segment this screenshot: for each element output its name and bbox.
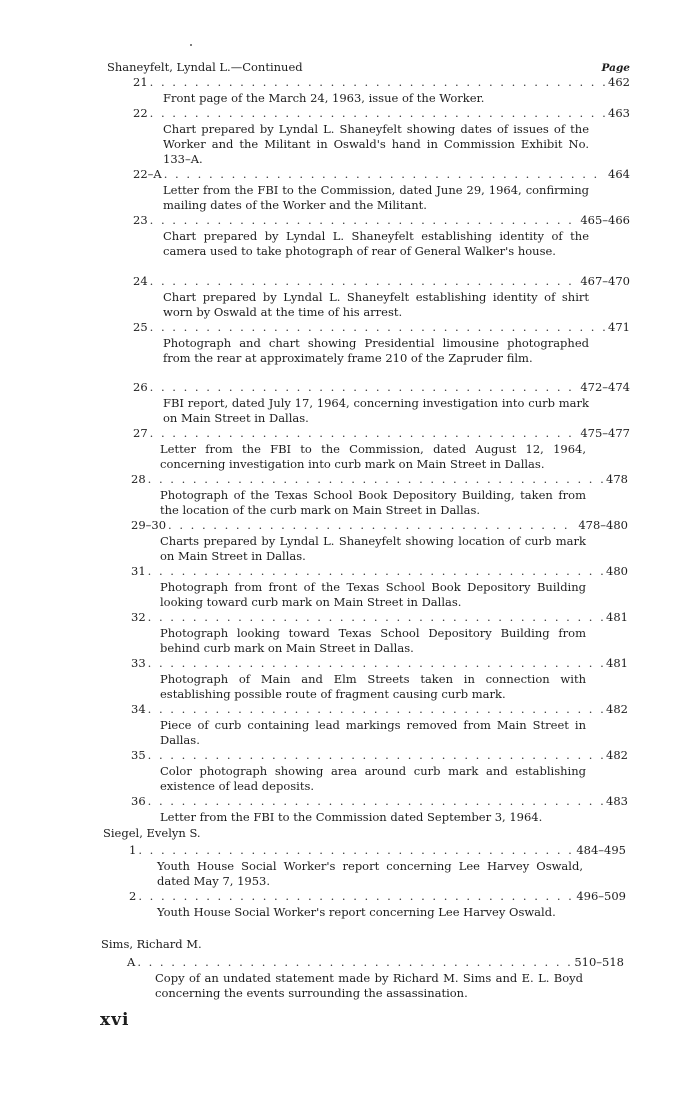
page-header: [107, 60, 630, 74]
exhibit-description: Charts prepared by Lyndal L. Shaneyfelt showing location of curb mark on Main Street in Dallas.: [160, 534, 586, 564]
exhibit-row: [133, 213, 630, 228]
exhibit-row: [133, 106, 630, 121]
exhibit-description: Youth House Social Worker's report concerning Lee Harvey Oswald.: [157, 905, 556, 919]
exhibit-description: Front page of the March 24, 1963, issue of the Worker.: [163, 91, 485, 105]
exhibit-row: [133, 167, 630, 182]
exhibit-page: 496–509: [576, 889, 626, 903]
exhibit-row: [131, 656, 628, 671]
exhibit-page: 464: [608, 167, 630, 181]
witness-name: Siegel, Evelyn S.: [103, 826, 201, 840]
exhibit-number: 35: [131, 748, 146, 762]
exhibit-page: 465–466: [580, 213, 630, 227]
exhibit-description: Letter from the FBI to the Commission, dated June 29, 1964, confirming mailing dates of the Worker and the Militant.: [163, 183, 589, 213]
exhibit-description: Chart prepared by Lyndal L. Shaneyfelt establishing identity of the camera used to take photograph of rear of General Walker's house.: [163, 229, 589, 259]
exhibit-description: Letter from the FBI to the Commission dated September 3, 1964.: [160, 810, 543, 824]
exhibit-description: Youth House Social Worker's report concerning Lee Harvey Oswald, dated May 7, 1953.: [157, 859, 583, 889]
exhibit-description: Photograph of the Texas School Book Depository Building, taken from the location of the curb mark on Main Street in Dallas.: [160, 488, 586, 518]
exhibit-description: Letter from the FBI to the Commission, dated August 12, 1964, concerning investigation into curb mark on Main Street in Dallas.: [160, 442, 586, 472]
exhibit-number: A: [127, 955, 136, 969]
exhibit-row: [133, 274, 630, 289]
exhibit-page: 463: [608, 106, 630, 120]
exhibit-number: 22–A: [133, 167, 162, 181]
exhibit-description: Chart prepared by Lyndal L. Shaneyfelt establishing identity of shirt worn by Oswald at the time of his arrest.: [163, 290, 589, 320]
exhibit-row: [133, 75, 630, 90]
exhibit-page: 472–474: [580, 380, 630, 394]
exhibit-page: 462: [608, 75, 630, 89]
exhibit-number: 28: [131, 472, 146, 486]
exhibit-number: 21: [133, 75, 148, 89]
exhibit-description: Piece of curb containing lead markings removed from Main Street in Dallas.: [160, 718, 586, 748]
exhibit-row: [131, 518, 628, 533]
exhibit-number: 26: [133, 380, 148, 394]
exhibit-page: 471: [608, 320, 630, 334]
page-number: xvi: [100, 1010, 130, 1030]
exhibit-page: 482: [606, 702, 628, 716]
exhibit-number: 29–30: [131, 518, 167, 532]
exhibit-number: 32: [131, 610, 146, 624]
witness-name: Sims, Richard M.: [101, 937, 202, 951]
exhibit-page: 478–480: [578, 518, 628, 532]
exhibit-page: 467–470: [580, 274, 630, 288]
exhibit-page: 484–495: [576, 843, 626, 857]
exhibit-number: 36: [131, 794, 146, 808]
exhibit-row: [131, 472, 628, 487]
exhibit-row: [133, 320, 630, 335]
exhibit-number: 2: [129, 889, 137, 903]
exhibit-number: 33: [131, 656, 146, 670]
exhibit-description: Photograph looking toward Texas School Depository Building from behind curb mark on Main Street in Dallas.: [160, 626, 586, 656]
exhibit-page: 510–518: [574, 955, 624, 969]
exhibit-page: 481: [606, 610, 628, 624]
exhibit-number: 34: [131, 702, 146, 716]
exhibit-number: 27: [133, 426, 148, 440]
exhibit-number: 25: [133, 320, 148, 334]
exhibit-row: [133, 426, 630, 441]
exhibit-row: [131, 702, 628, 717]
exhibit-description: Chart prepared by Lyndal L. Shaneyfelt showing dates of issues of the Worker and the Militant in Oswald's hand in Commission Exhibit No. 133–A.: [163, 122, 589, 167]
exhibit-page: 478: [606, 472, 628, 486]
exhibit-row: [133, 380, 630, 395]
exhibit-page: 475–477: [580, 426, 630, 440]
page-column-label: Page: [601, 62, 630, 74]
exhibit-description: Color photograph showing area around curb mark and establishing existence of lead deposits.: [160, 764, 586, 794]
section-title: Shaneyfelt, Lyndal L.—Continued: [107, 60, 303, 74]
scan-speck: [190, 44, 192, 46]
exhibit-page: 480: [606, 564, 628, 578]
exhibit-description: FBI report, dated July 17, 1964, concerning investigation into curb mark on Main Street in Dallas.: [163, 396, 589, 426]
exhibit-row: [131, 564, 628, 579]
exhibit-page: 481: [606, 656, 628, 670]
exhibit-description: Photograph from front of the Texas School Book Depository Building looking toward curb mark on Main Street in Dallas.: [160, 580, 586, 610]
exhibit-number: 22: [133, 106, 148, 120]
exhibit-number: 31: [131, 564, 146, 578]
exhibit-number: 23: [133, 213, 148, 227]
exhibit-row: [129, 889, 626, 904]
exhibit-page: 482: [606, 748, 628, 762]
exhibit-row: [131, 794, 628, 809]
exhibit-description: Photograph of Main and Elm Streets taken in connection with establishing possible route of fragment causing curb mark.: [160, 672, 586, 702]
exhibit-number: 1: [129, 843, 137, 857]
exhibit-page: 483: [606, 794, 628, 808]
exhibit-row: [131, 610, 628, 625]
exhibit-row: [131, 748, 628, 763]
exhibit-description: Photograph and chart showing Presidential limousine photographed from the rear at approximately frame 210 of the Zapruder film.: [163, 336, 589, 366]
exhibit-row: [129, 843, 626, 858]
exhibit-description: Copy of an undated statement made by Richard M. Sims and E. L. Boyd concerning the events surrounding the assassination.: [155, 971, 583, 1001]
exhibit-row: [127, 955, 624, 970]
exhibit-number: 24: [133, 274, 148, 288]
